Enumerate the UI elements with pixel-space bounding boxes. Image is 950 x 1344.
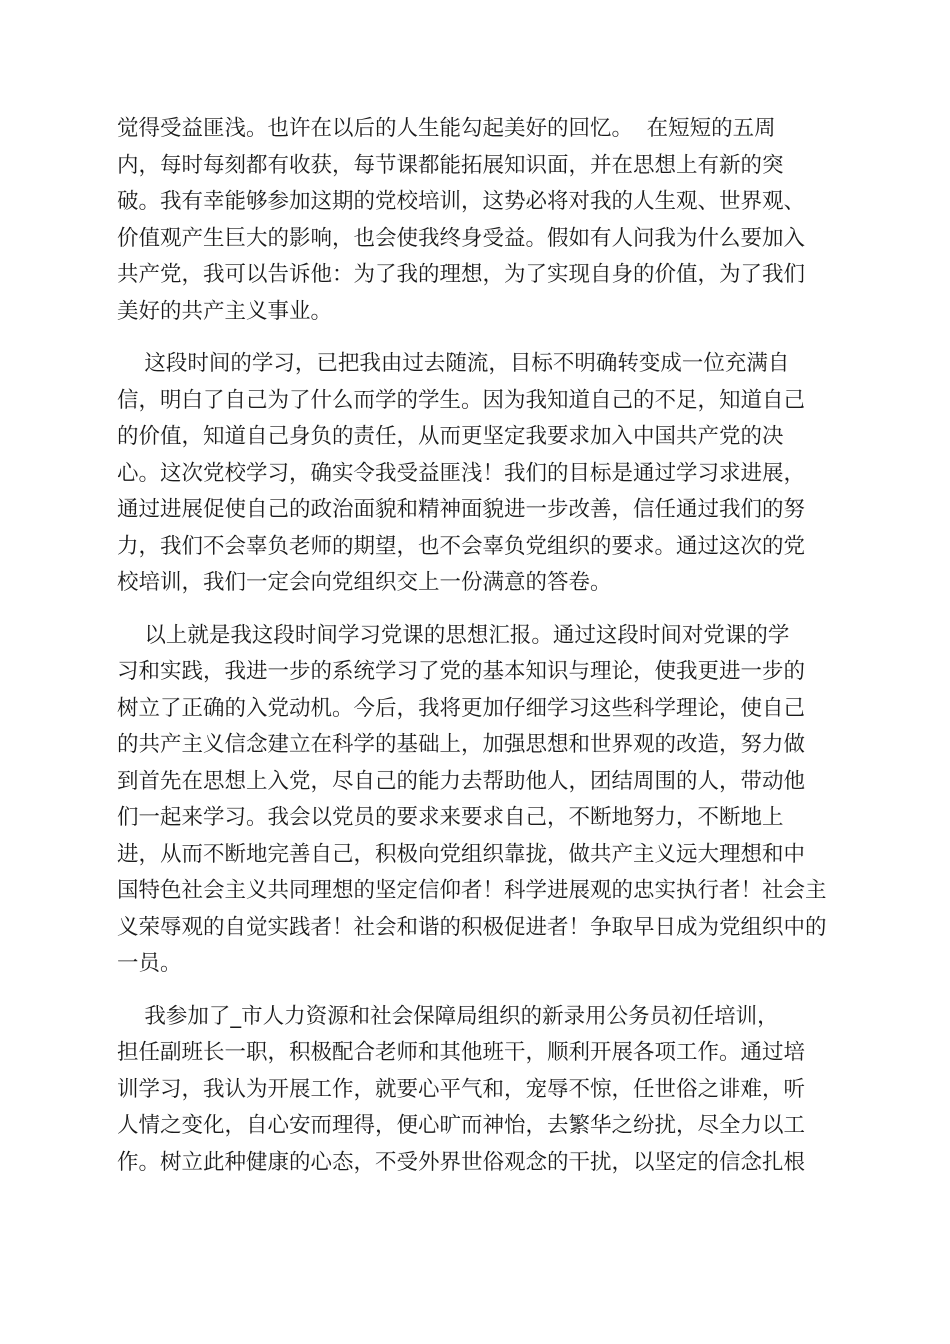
text-line: 训学习，我认为开展工作，就要心平气和，宠辱不惊，任世俗之诽难，听: [117, 1076, 806, 1102]
text-line: 进，从而不断地完善自己，积极向党组织靠拢，做共产主义远大理想和中: [117, 841, 806, 867]
text-line: 心。这次党校学习，确实令我受益匪浅！我们的目标是通过学习求进展，: [117, 460, 806, 486]
text-line: 担任副班长一职，积极配合老师和其他班干，顺利开展各项工作。通过培: [117, 1040, 806, 1065]
text-line: 通过进展促使自己的政治面貌和精神面貌进一步改善，信任通过我们的努: [117, 497, 806, 522]
text-line: 破。我有幸能够参加这期的党校培训，这势必将对我的人生观、世界观、: [117, 189, 806, 214]
text-line: 校培训，我们一定会向党组织交上一份满意的答卷。: [117, 570, 612, 595]
text-line: 以上就是我这段时间学习党课的思想汇报。通过这段时间对党课的学: [117, 622, 790, 648]
text-line: 我参加了_市人力资源和社会保障局组织的新录用公务员初任培训，: [117, 1003, 779, 1029]
text-line: 价值观产生巨大的影响，也会使我终身受益。假如有人问我为什么要加入: [117, 225, 806, 251]
text-line: 国特色社会主义共同理想的坚定信仰者！科学进展观的忠实执行者！社会主: [117, 878, 827, 903]
text-line: 作。树立此种健康的心态，不受外界世俗观念的干扰，以坚定的信念扎根: [117, 1149, 806, 1175]
text-line: 一员。: [117, 951, 182, 976]
text-line: 的共产主义信念建立在科学的基础上，加强思想和世界观的改造，努力做: [117, 732, 806, 757]
document-body: [117, 111, 837, 1197]
paragraph-1: [117, 111, 837, 330]
text-line: 习和实践，我进一步的系统学习了党的基本知识与理论，使我更进一步的: [117, 659, 806, 684]
paragraph-2: [117, 346, 837, 602]
text-line: 美好的共产主义事业。: [117, 298, 333, 324]
text-line: 到首先在思想上入党，尽自己的能力去帮助他人，团结周围的人，带动他: [117, 768, 806, 794]
text-line: 信，明白了自己为了什么而学的学生。因为我知道自己的不足，知道自己: [117, 387, 806, 413]
paragraph-3: [117, 618, 837, 983]
text-line: 人情之变化，自心安而理得，便心旷而神怡，去繁华之纷扰，尽全力以工: [117, 1113, 806, 1138]
text-line: 内，每时每刻都有收获，每节课都能拓展知识面，并在思想上有新的突: [117, 152, 784, 178]
text-line: 力，我们不会辜负老师的期望，也不会辜负党组织的要求。通过这次的党: [117, 533, 806, 559]
text-line: 义荣辱观的自觉实践者！社会和谐的积极促进者！争取早日成为党组织中的: [117, 914, 827, 940]
text-line: 们一起来学习。我会以党员的要求来要求自己，不断地努力，不断地上: [117, 805, 784, 830]
text-line: 树立了正确的入党动机。今后，我将更加仔细学习这些科学理论，使自己: [117, 695, 806, 721]
text-line: 觉得受益匪浅。也许在以后的人生能勾起美好的回忆。 在短短的五周: [117, 116, 776, 141]
text-line: 这段时间的学习，已把我由过去随流，目标不明确转变成一位充满自: [117, 351, 790, 376]
text-line: 的价值，知道自己身负的责任，从而更坚定我要求加入中国共产党的决: [117, 424, 784, 449]
paragraph-4: [117, 999, 837, 1182]
text-line: 共产党，我可以告诉他：为了我的理想，为了实现自身的价值，为了我们: [117, 262, 806, 287]
